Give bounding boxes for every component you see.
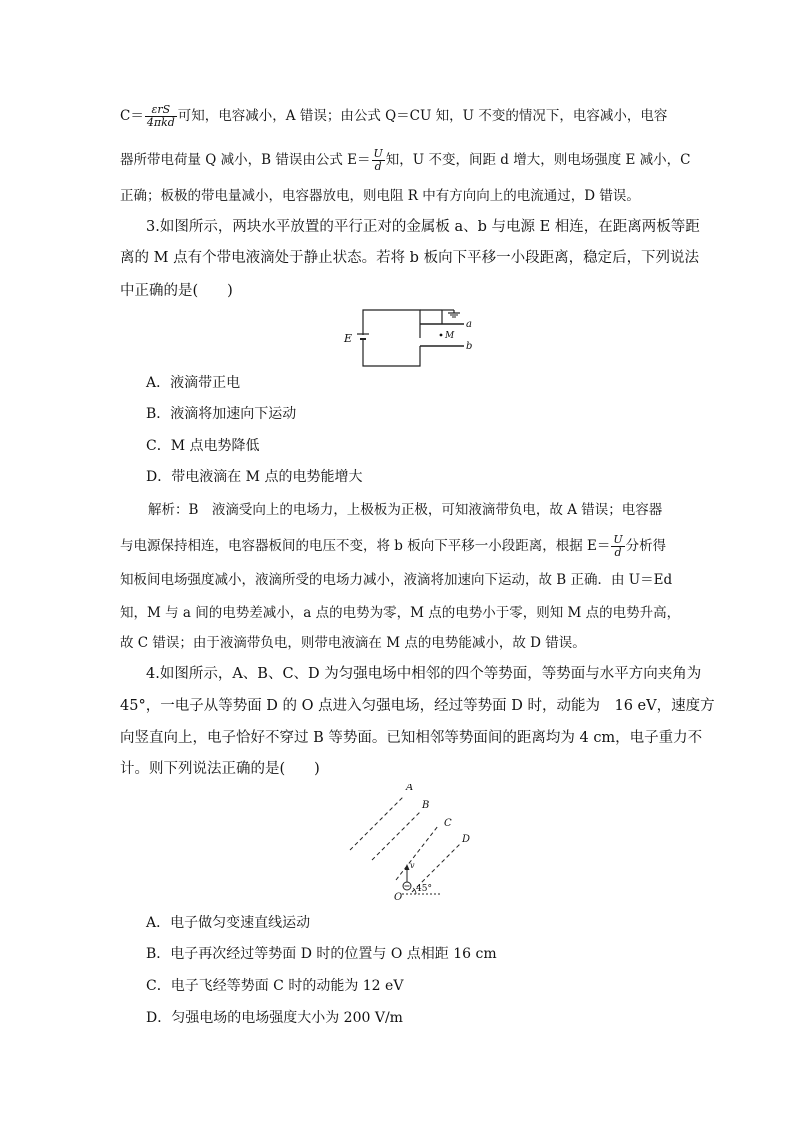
q4-stem-line-4: 计。则下列说法正确的是( ) bbox=[120, 761, 320, 777]
q3-stem-line-2: 离的 M 点有个带电液滴处于静止状态。若将 b 板向下平移一小段距离，稳定后，下列说法 bbox=[120, 250, 700, 266]
q3-analysis-line-2 bbox=[120, 534, 666, 559]
label-D: D bbox=[462, 834, 471, 845]
fraction-numerator: U bbox=[613, 533, 623, 546]
q4-option-a: A．电子做匀变速直线运动 bbox=[146, 915, 311, 931]
q3-stem-line-1: 3.如图所示，两块水平放置的平行正对的金属板 a、b 与电源 E 相连，在距离两板等距 bbox=[146, 219, 700, 235]
equipotential-surfaces-diagram bbox=[340, 784, 480, 904]
label-B: B bbox=[422, 800, 430, 811]
prev-solution-line-2 bbox=[120, 148, 690, 173]
q3-analysis-line-3: 知板间电场强度减小，液滴所受的电场力减小，液滴将加速向下运动，故 B 正确．由 U＝Ed bbox=[120, 572, 673, 588]
q3-analysis-line-4: 知，M 与 a 间的电势差减小，a 点的电势为零，M 点的电势小于零，则知 M 点的电势升高， bbox=[120, 605, 681, 621]
q3-option-a: A．液滴带正电 bbox=[146, 375, 241, 391]
fraction-numerator: U bbox=[373, 147, 383, 160]
label-a: a bbox=[466, 319, 472, 330]
q4-stem-line-2: 45°，一电子从等势面 D 的 O 点进入匀强电场，经过等势面 D 时，动能为 16 eV，速度方 bbox=[120, 698, 715, 714]
fraction-denominator: 4πkd bbox=[146, 116, 175, 129]
q3-option-d: D．带电液滴在 M 点的电势能增大 bbox=[146, 469, 363, 485]
label-C: C bbox=[444, 818, 452, 829]
label-O: O bbox=[394, 892, 403, 903]
analysis-text: 与电源保持相连，电容器板间的电压不变，将 b 板向下平移一小段距离，根据 E＝ bbox=[120, 538, 611, 554]
fraction-numerator: εrS bbox=[145, 104, 177, 117]
label-angle: 45° bbox=[416, 884, 432, 894]
formula-c: C＝ bbox=[120, 108, 144, 124]
fraction-capacitance bbox=[145, 104, 177, 129]
fraction-field bbox=[611, 534, 624, 559]
prev-solution-line-1 bbox=[120, 104, 667, 129]
prev-solution-text: 可知，电容减小，A 错误；由公式 Q＝CU 知，U 不变的情况下，电容减小，电容 bbox=[177, 108, 668, 124]
prev-solution-text: 知，U 不变，间距 d 增大，则电场强度 E 减小，C bbox=[385, 152, 691, 168]
capacitor-circuit-diagram bbox=[330, 304, 510, 376]
q3-analysis-line-1: 解析：B 液滴受向上的电场力，上极板为正极，可知液滴带负电，故 A 错误；电容器 bbox=[148, 502, 663, 518]
q3-analysis-line-5: 故 C 错误；由于液滴带负电，则带电液滴在 M 点的电势能减小，故 D 错误。 bbox=[120, 635, 586, 651]
label-A: A bbox=[406, 784, 414, 793]
q4-stem-line-3: 向竖直向上，电子恰好不穿过 B 等势面。已知相邻等势面间的距离均为 4 cm，电子重力不 bbox=[120, 730, 703, 746]
q4-option-b: B．电子再次经过等势面 D 时的位置与 O 点相距 16 cm bbox=[146, 946, 497, 962]
q3-option-b: B．液滴将加速向下运动 bbox=[146, 406, 297, 422]
fraction-denominator: d bbox=[374, 160, 382, 173]
q4-option-c: C．电子飞经等势面 C 时的动能为 12 eV bbox=[146, 978, 404, 994]
q3-option-c: C．M 点电势降低 bbox=[146, 438, 260, 454]
q4-option-d: D．匀强电场的电场强度大小为 200 V/m bbox=[146, 1010, 403, 1026]
q3-stem-line-3: 中正确的是( ) bbox=[120, 283, 233, 299]
analysis-text: 分析得 bbox=[625, 538, 667, 554]
label-E: E bbox=[344, 332, 353, 345]
fraction-field bbox=[372, 148, 385, 173]
label-b: b bbox=[466, 341, 473, 352]
q4-stem-line-1: 4.如图所示，A、B、C、D 为匀强电场中相邻的四个等势面，等势面与水平方向夹角为 bbox=[146, 666, 702, 682]
prev-solution-line-3: 正确；板极的带电量减小，电容器放电，则电阻 R 中有方向向上的电流通过，D 错误。 bbox=[120, 188, 640, 204]
prev-solution-text: 器所带电荷量 Q 减小，B 错误由公式 E＝ bbox=[120, 152, 371, 168]
label-M: M bbox=[445, 331, 455, 341]
fraction-denominator: d bbox=[614, 546, 622, 559]
label-v: v bbox=[410, 861, 415, 870]
